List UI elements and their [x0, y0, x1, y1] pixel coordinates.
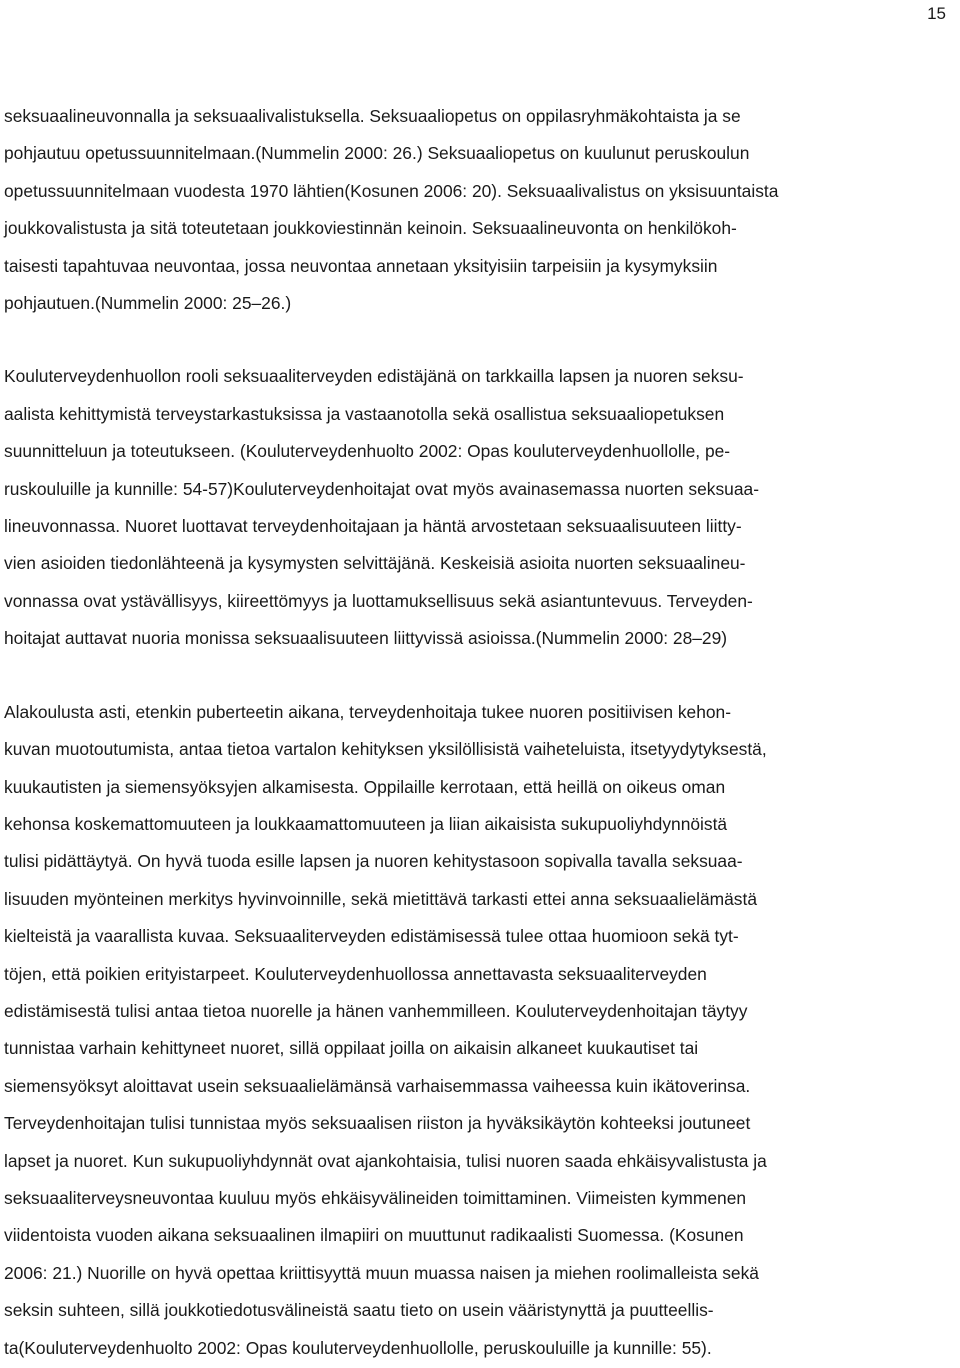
text-line: pohjautuu opetussuunnitelmaan.(Nummelin 2000: 26.) Seksuaaliopetus on kuulunut peruskoulun	[4, 143, 750, 164]
text-line: seksuaaliterveysneuvontaa kuuluu myös ehkäisyvälineiden toimittaminen. Viimeisten kymmenen	[4, 1187, 747, 1208]
text-line: Terveydenhoitajan tulisi tunnistaa myös seksuaalisen riiston ja hyväksikäytön kohteeksi joutuneet	[4, 1113, 751, 1134]
text-line: töjen, että poikien erityistarpeet. Kouluterveydenhuollossa annettavasta seksuaaliterveyden	[4, 963, 707, 984]
text-line: joukkovalistusta ja sitä toteutetaan joukkoviestinnän keinoin. Seksuaalineuvonta on henkilökoh-	[4, 218, 737, 239]
paragraph-1	[4, 98, 954, 322]
text-line: Kouluterveydenhuollon rooli seksuaaliterveyden edistäjänä on tarkkailla lapsen ja nuoren seksu-	[4, 366, 744, 387]
text-line: hoitajat auttavat nuoria monissa seksuaalisuuteen liittyvissä asioissa.(Nummelin 2000: 28–29)	[4, 628, 728, 649]
text-line: 2006: 21.) Nuorille on hyvä opettaa kriittisyyttä muun muassa naisen ja miehen roolimalleista sekä	[4, 1262, 759, 1283]
text-line: ta(Kouluterveydenhuolto 2002: Opas kouluterveydenhuollolle, peruskouluille ja kunnille: 55).	[4, 1337, 712, 1358]
text-line: opetussuunnitelmaan vuodesta 1970 lähtien(Kosunen 2006: 20). Seksuaalivalistus on yksisuuntaista	[4, 180, 779, 201]
text-line: lisuuden myönteinen merkitys hyvinvoinnille, sekä mietittävä tarkasti ettei anna seksuaalielämästä	[4, 888, 758, 909]
text-line: vonnassa ovat ystävällisyys, kiireettömyys ja luottamuksellisuus sekä asiantuntevuus. Terveyden-	[4, 590, 753, 611]
paragraph-2	[4, 358, 954, 657]
text-line: tulisi pidättäytyä. On hyvä tuoda esille lapsen ja nuoren kehitystasoon sopivalla tavalla seksuaa-	[4, 851, 743, 872]
text-line: aalista kehittymistä terveystarkastuksissa ja vastaanotolla sekä osallistua seksuaaliopetuksen	[4, 403, 725, 424]
paragraph-gap	[4, 658, 954, 694]
text-line: Alakoulusta asti, etenkin puberteetin aikana, terveydenhoitaja tukee nuoren positiivisen kehon-	[4, 701, 732, 722]
page-number: 15	[927, 4, 946, 23]
text-line: seksuaalineuvonnalla ja seksuaalivalistuksella. Seksuaaliopetus on oppilasryhmäkohtaista ja se	[4, 106, 741, 126]
text-line: kuvan muotoutumista, antaa tietoa vartalon kehityksen yksilöllisistä vaiheteluista, itsetyydytyksestä,	[4, 739, 767, 760]
document-body	[4, 98, 954, 1367]
paragraph-gap	[4, 322, 954, 358]
paragraph-3	[4, 694, 954, 1367]
text-line: kielteistä ja vaarallista kuvaa. Seksuaaliterveyden edistämisessä tulee ottaa huomioon sekä tyt-	[4, 926, 739, 947]
text-line: taisesti tapahtuvaa neuvontaa, jossa neuvontaa annetaan yksityisiin tarpeisiin ja kysymyksiin	[4, 255, 718, 276]
text-line: pohjautuen.(Nummelin 2000: 25–26.)	[4, 293, 292, 314]
text-line: viidentoista vuoden aikana seksuaalinen ilmapiiri on muuttunut radikaalisti Suomessa. (Kosunen	[4, 1225, 744, 1246]
text-line: lineuvonnassa. Nuoret luottavat terveydenhoitajaan ja häntä arvostetaan seksuaalisuuteen liitty-	[4, 516, 742, 537]
text-line: tunnistaa varhain kehittyneet nuoret, sillä oppilaat joilla on aikaisin alkaneet kuukautiset tai	[4, 1038, 699, 1059]
text-line: suunnitteluun ja toteutukseen. (Kouluterveydenhuolto 2002: Opas kouluterveydenhuollolle, pe-	[4, 441, 731, 462]
text-line: kuukautisten ja siemensyöksyjen alkamisesta. Oppilaille kerrotaan, että heillä on oikeus oman	[4, 776, 726, 797]
text-line: vien asioiden tiedonlähteenä ja kysymysten selvittäjänä. Keskeisiä asioita nuorten seksuaalineu-	[4, 553, 746, 574]
text-line: lapset ja nuoret. Kun sukupuoliyhdynnät ovat ajankohtaisia, tulisi nuoren saada ehkäisyvalistusta ja	[4, 1150, 767, 1171]
text-line: kehonsa koskemattomuuteen ja loukkaamattomuuteen ja liian aikaisista sukupuoliyhdynnöistä	[4, 813, 728, 834]
text-line: seksin suhteen, sillä joukkotiedotusvälineistä saatu tieto on usein vääristynyttä ja puutteellis-	[4, 1300, 714, 1321]
text-line: siemensyöksyt aloittavat usein seksuaalielämänsä varhaisemmassa vaiheessa kuin ikätoverinsa.	[4, 1075, 751, 1096]
text-line: ruskouluille ja kunnille: 54-57)Kouluterveydenhoitajat ovat myös avainasemassa nuorten seksuaa-	[4, 478, 759, 499]
text-line: edistämisestä tulisi antaa tietoa nuorelle ja hänen vanhemmilleen. Kouluterveydenhoitajan täytyy	[4, 1000, 748, 1021]
